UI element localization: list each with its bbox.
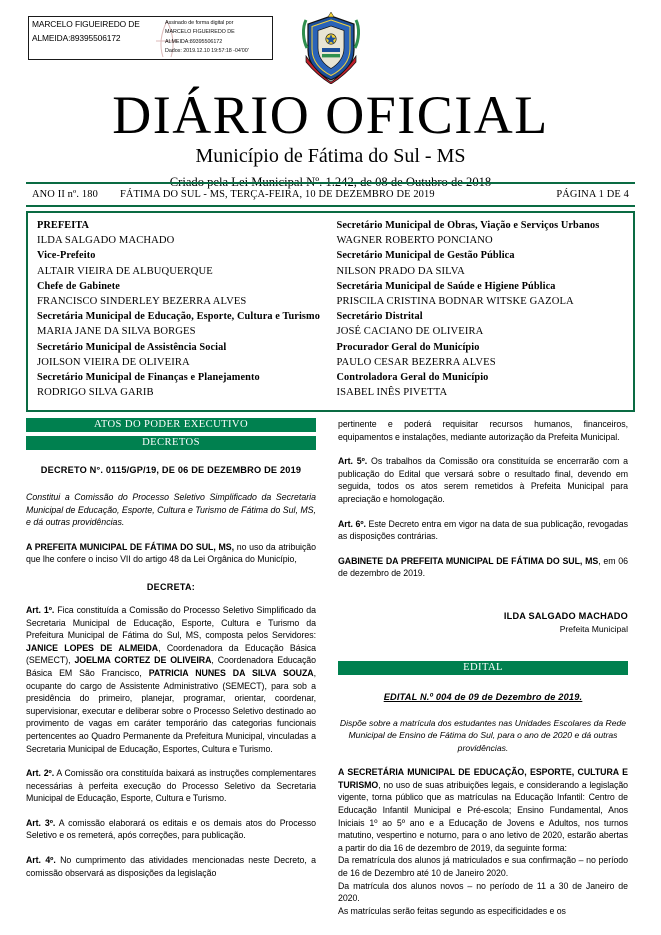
official-role: Secretário Distrital (336, 311, 423, 323)
official-role: Procurador Geral do Município (336, 341, 480, 353)
article-6 (338, 518, 628, 543)
official-name: ISABEL INÊS PIVETTA (336, 387, 448, 399)
decree-title: DECRETO N°. 0115/GP/19, DE 06 DE DEZEMBRO DE 2019 (40, 465, 302, 475)
official-name: MARIA JANE DA SILVA BORGES (37, 326, 196, 338)
article-2-label: Art. 2º. (26, 768, 55, 779)
article-1-part-1: Fica constituída a Comissão do Processo Seletivo Simplificado da Secretaria Municipal de Educação, Esporte, Cultura e Turismo da Prefeitura Municipal de Fátima do Sul, MS, composta pelos Servidores: (26, 604, 316, 641)
section-header-decretos: DECRETOS (26, 436, 316, 450)
officials-box (26, 211, 635, 412)
signatory-role: Prefeita Municipal (559, 623, 628, 634)
official-role: Vice-Prefeito (37, 250, 96, 262)
article-2-text: A Comissão ora constituída baixará as instruções complementares necessárias à perfeita execução do Processo Seletivo da Secretaria Municipal de Educação, Esporte, Cultura e Turismo. (26, 768, 316, 804)
signature-signer-name: MARCELO FIGUEIREDO DE ALMEIDA:89395506172 (32, 19, 140, 43)
article-4-text: No cumprimento das atividades mencionadas neste Decreto, a comissão observará as disposições da legislação (26, 855, 316, 878)
section-header-atos: ATOS DO PODER EXECUTIVO (26, 418, 316, 432)
official-name: JOILSON VIEIRA DE OLIVEIRA (37, 356, 190, 368)
decree-ementa: Constitui a Comissão do Processo Seletivo Simplificado da Secretaria Municipal de Educação, Esporte, Cultura e Turismo de Fátima do Sul, MS, e dá outras providências. (26, 492, 316, 528)
official-role: Controladora Geral do Município (336, 372, 489, 384)
official-role: Chefe de Gabinete (37, 280, 120, 292)
issue-info-bar (26, 182, 635, 207)
official-role: Secretário Municipal de Assistência Social (37, 341, 227, 353)
official-name: WAGNER ROBERTO PONCIANO (336, 235, 493, 247)
official-role: Secretária Municipal de Saúde e Higiene Pública (336, 280, 556, 292)
article-3-text: A comissão elaborará os editais e os demais atos do Processo Seletivo e os remeterá, após correções, para publicação. (26, 817, 316, 841)
official-role: PREFEITA (37, 220, 90, 231)
digital-signature-stamp (28, 16, 273, 60)
right-text-column (338, 418, 628, 931)
official-name: NILSON PRADO DA SILVA (336, 265, 465, 277)
article-1-part-2: , Coordenadora da Educação Básica (SEMECT), (26, 642, 316, 666)
signature-detail-line-2: MARCELO FIGUEIREDO DE (165, 29, 235, 36)
official-name: FRANCISCO SINDERLEY BEZERRA ALVES (37, 296, 247, 308)
article-1-label: Art. 1º. (26, 604, 55, 615)
official-role: Secretário Municipal de Obras, Viação e Serviços Urbanos (336, 220, 600, 231)
decree-preamble-rest: no uso da atribuição que lhe confere o inciso VII do artigo 48 da Lei Orgânica do Município, (26, 541, 316, 565)
coat-of-arms-icon (300, 12, 362, 84)
edital-item-3: As matrículas serão feitas segundo as especificidades e os (338, 905, 566, 916)
official-name: ILDA SALGADO MACHADO (37, 235, 175, 247)
signature-detail-line-1: Assinado de forma digital por (165, 20, 234, 26)
article-1-member-1: JANICE LOPES DE ALMEIDA (26, 642, 159, 653)
signature-details (161, 17, 272, 59)
article-2 (26, 767, 316, 805)
decree-preamble (26, 541, 316, 566)
edital-item-1: Da rematrícula dos alunos já matriculados e sua confirmação – no período de 16 de Dezembro até 10 de Janeiro 2020. (338, 855, 628, 878)
gabinete-bold: GABINETE DA PREFEITA MUNICIPAL DE FÁTIMA DO SUL, MS (338, 555, 599, 566)
left-text-column (26, 418, 316, 931)
edital-body (338, 766, 628, 854)
article-3-label: Art. 3º. (26, 817, 56, 828)
article-6-text: Este Decreto entra em vigor na data de sua publicação, revogadas as disposições contrárias. (338, 518, 628, 542)
signature-detail-line-3: ALMEIDA:89395506172 (165, 38, 223, 45)
page-title: DIÁRIO OFICIAL (112, 85, 549, 145)
official-name: ALTAIR VIEIRA DE ALBUQUERQUE (37, 265, 213, 277)
article-1 (26, 604, 316, 755)
decree-preamble-bold: A PREFEITA MUNICIPAL DE FÁTIMA DO SUL, MS, (26, 541, 234, 552)
official-role: Secretário Municipal de Finanças e Planejamento (37, 372, 260, 384)
gabinete-rest: , em 06 de dezembro de 2019. (338, 555, 628, 579)
official-name: RODRIGO SILVA GARIB (37, 387, 154, 399)
edital-body-bold: A SECRETÁRIA MUNICIPAL DE EDUCAÇÃO, ESPORTE, CULTURA E TURISMO (338, 767, 628, 790)
article-1-part-4: , ocupante do cargo de Assistente Administrativo (SEMECT), para sob a presidência do primeiro, planejar, programar, orientar, coordenar, supervisionar, executar e deliberar sobre o Processo Seletivo destinado ao provimento de vagas em caráter temporário das categorias funcionais pertencentes ao Quadro Permanente da Prefeitura Municipal, vinculadas a Secretaria Municipal de Educação, Esportes, Cultura e Turismo. (26, 667, 316, 754)
section-header-edital: EDITAL (338, 661, 628, 675)
signature-block (338, 610, 628, 635)
continuation-text: pertinente e poderá requisitar recursos humanos, financeiros, equipamentos e instalações, mediante autorização da Prefeita Municipal. (338, 419, 628, 442)
officials-column-left (28, 218, 331, 410)
official-name: PRISCILA CRISTINA BODNAR WITSKE GAZOLA (336, 296, 574, 308)
article-5 (338, 455, 628, 505)
article-5-label: Art. 5º. (338, 456, 368, 467)
spacer (338, 635, 628, 661)
article-1-member-3: PATRICIA NUNES DA SILVA SOUZA (148, 667, 314, 678)
masthead (0, 85, 661, 190)
decreta-keyword: DECRETA: (146, 581, 196, 592)
article-6-label: Art. 6º. (338, 518, 366, 529)
issue-date: FÁTIMA DO SUL - MS, TERÇA-FEIRA, 10 DE DEZEMBRO DE 2019 (119, 189, 435, 200)
article-5-text: Os trabalhos da Comissão ora constituída se encerrarão com a publicação do Edital que versará sobre o resultado final, devendo em seguida, todos os atos serem remetidos à Prefeita Municipal para apreciação e homologação. (338, 456, 628, 504)
article-1-part-3: , Coordenadora Educação Básica EM São Francisco, (26, 655, 316, 678)
official-role: Secretário Municipal de Gestão Pública (336, 250, 515, 262)
official-name: JOSÉ CACIANO DE OLIVEIRA (336, 326, 484, 338)
edital-item-2: Da matrícula dos alunos novos – no período de 11 a 30 de Janeiro de 2020. (338, 880, 628, 904)
issue-number: ANO II nº. 180 (32, 189, 98, 200)
article-1-member-2: JOELMA CORTEZ DE OLIVEIRA (74, 655, 212, 666)
officials-column-right (331, 218, 634, 410)
article-4 (26, 854, 316, 879)
edital-ementa: Dispõe sobre a matrícula dos estudantes nas Unidades Escolares da Rede Municipal de Ensino de Fátima do Sul, para o ano de 2020 e dá outras providências. (339, 717, 627, 753)
masthead-subtitle: Município de Fátima do Sul - MS (195, 145, 466, 167)
edital-body-rest: , no uso de suas atribuições legais, e considerando a legislação vigente, torna público que as matrículas na Educação Infantil: Centro de Educação Infantil Municipal e Pré-escola; Ensino Fundamental, Anos Iniciais 1º ao 5º ano e a Educação de Jovens e Adultos, nos turnos matutino, vespertino e noturno, para o ano letivo de 2020, estarão abertas a partir do dia 16 de dezembro de 2019, da seguinte forma: (338, 779, 628, 853)
article-3 (26, 817, 316, 842)
article-4-label: Art. 4º. (26, 855, 56, 866)
official-role: Secretária Municipal de Educação, Esporte, Cultura e Turismo (37, 311, 320, 323)
gabinete-line (338, 555, 628, 580)
edital-title: EDITAL N.º 004 de 09 de Dezembro de 2019. (383, 691, 583, 702)
signature-detail-line-4: Dados: 2019.12.10 19:57:18 -04'00' (165, 47, 249, 54)
body-columns (26, 418, 635, 931)
page-indicator: PÁGINA 1 DE 4 (556, 189, 629, 200)
official-name: PAULO CESAR BEZERRA ALVES (336, 356, 496, 368)
masthead-law-line: Criado pela Lei Municipal Nº. 1.242, de 08 de Outubro de 2018 (169, 175, 492, 189)
signatory-name: ILDA SALGADO MACHADO (503, 610, 628, 621)
